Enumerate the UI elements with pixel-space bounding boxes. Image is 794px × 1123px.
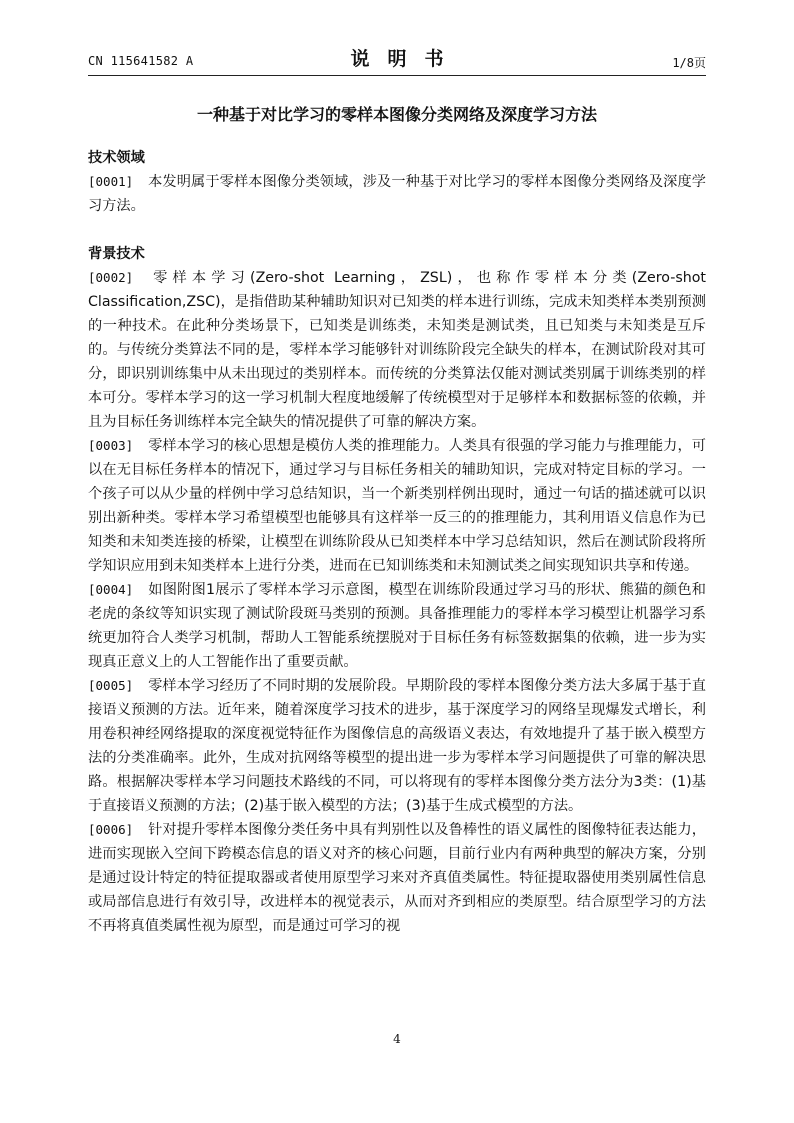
paragraph-0006	[88, 818, 706, 938]
paragraph-0003	[88, 434, 706, 578]
paragraph-text: 零样本学习经历了不同时期的发展阶段。早期阶段的零样本图像分类方法大多属于基于直接语义预测的方法。近年来，随着深度学习技术的进步，基于深度学习的网络呈现爆发式增长，利用卷积神经网络提取的深度视觉特征作为图像信息的高级语义表达，有效地提升了基于嵌入模型方法的分类准确率。此外，生成对抗网络等模型的提出进一步为零样本学习问题提供了可靠的解决思路。根据解决零样本学习问题技术路线的不同，可以将现有的零样本图像分类方法分为3类：(1)基于直接语义预测的方法；(2)基于嵌入模型的方法；(3)基于生成式模型的方法。	[88, 678, 706, 814]
section-heading-technical-field: 技术领域	[88, 150, 145, 166]
paragraph-text: 零样本学习的核心思想是模仿人类的推理能力。人类具有很强的学习能力与推理能力，可以在无目标任务样本的情况下，通过学习与目标任务相关的辅助知识，完成对特定目标的学习。一个孩子可以从少量的样例中学习总结知识，当一个新类别样例出现时，通过一句话的描述就可以识别出新种类。零样本学习希望模型也能够具有这样举一反三的的推理能力，其利用语义信息作为已知类和未知类连接的桥梁，让模型在训练阶段从已知类样本中学习总结知识，然后在测试阶段将所学知识应用到未知类样本上进行分类，进而在已知训练类和未知测试类之间实现知识共享和传递。	[88, 438, 706, 574]
section-heading-background: 背景技术	[88, 246, 145, 262]
page-of-count: 1/8页	[672, 56, 706, 70]
page-number: 4	[393, 1032, 401, 1046]
paragraph-0002	[88, 266, 706, 434]
paragraph-number: [0006]	[88, 822, 134, 837]
publication-number: CN 115641582 A	[88, 54, 194, 68]
document-type: 说明书	[350, 48, 462, 70]
paragraph-0001	[88, 170, 706, 218]
paragraph-text: 针对提升零样本图像分类任务中具有判别性以及鲁棒性的语义属性的图像特征表达能力，进而实现嵌入空间下跨模态信息的语义对齐的核心问题，目前行业内有两种典型的解决方案，分别是通过设计特定的特征提取器或者使用原型学习来对齐真值类属性。特征提取器使用类别属性信息或局部信息进行有效引导，改进样本的视觉表示，从而对齐到相应的类原型。结合原型学习的方法不再将真值类属性视为原型，而是通过可学习的视	[88, 822, 706, 934]
paragraph-text: 如图附图1展示了零样本学习示意图，模型在训练阶段通过学习马的形状、熊猫的颜色和老虎的条纹等知识实现了测试阶段斑马类别的预测。具备推理能力的零样本学习模型让机器学习系统更加符合人类学习机制，帮助人工智能系统摆脱对于目标任务有标签数据集的依赖，进一步为实现真正意义上的人工智能作出了重要贡献。	[88, 582, 706, 670]
paragraph-number: [0002]	[88, 270, 134, 285]
paragraph-0005	[88, 674, 706, 818]
paragraph-text: 本发明属于零样本图像分类领域，涉及一种基于对比学习的零样本图像分类网络及深度学习方法。	[88, 174, 706, 214]
paragraph-number: [0003]	[88, 438, 134, 453]
document-title: 一种基于对比学习的零样本图像分类网络及深度学习方法	[196, 105, 597, 124]
paragraph-number: [0005]	[88, 678, 134, 693]
page-header	[88, 44, 706, 72]
header-rule	[88, 75, 706, 76]
paragraph-number: [0004]	[88, 582, 134, 597]
paragraph-number: [0001]	[88, 174, 134, 189]
document-body	[88, 146, 706, 938]
paragraph-text: 零样本学习(Zero-shot Learning，ZSL)，也称作零样本分类(Zero-shot Classification,ZSC)，是指借助某种辅助知识对已知类的样本进行训练，完成未知类样本类别预测的一种技术。在此种分类场景下，已知类是训练类，未知类是测试类，且已知类与未知类是互斥的。与传统分类算法不同的是，零样本学习能够针对训练阶段完全缺失的样本，在测试阶段对其可分，即识别训练集中从未出现过的类别样本。而传统的分类算法仅能对测试类别属于训练类别的样本可分。零样本学习的这一学习机制大程度地缓解了传统模型对于足够样本和数据标签的依赖，并且为目标任务训练样本完全缺失的情况提供了可靠的解决方案。	[88, 270, 706, 430]
paragraph-0004	[88, 578, 706, 674]
